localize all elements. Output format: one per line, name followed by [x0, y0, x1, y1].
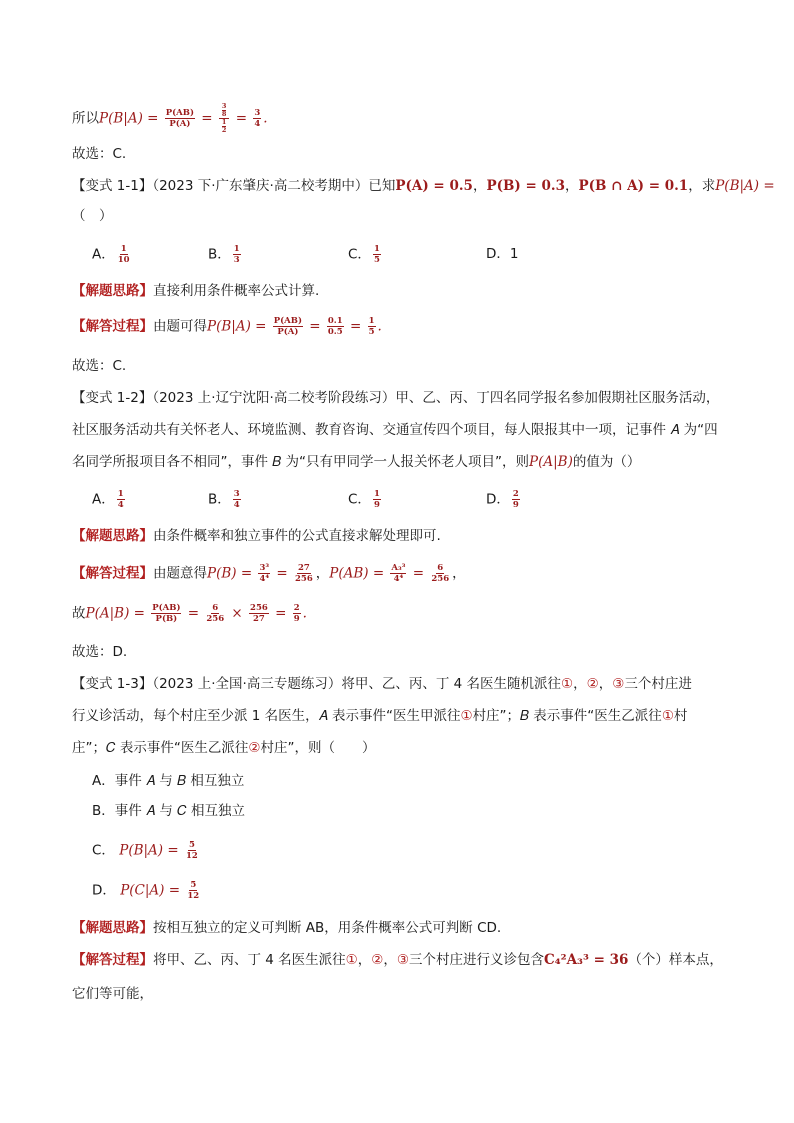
v2-option-a[interactable]: A． $\frac{1}{4}$: [92, 489, 124, 510]
intro-complex-frac: $\frac{\frac{3}{8}}{\frac{1}{2}}$: [219, 103, 230, 134]
process-tag: 【解答过程】: [72, 318, 153, 335]
v3-process: 【解答过程】将甲、乙、丙、丁 4 名医生派往①，②，③三个村庄进行义诊包含C₄²A₃³ = 36（个）样本点，: [72, 952, 723, 968]
v2-option-c[interactable]: C． $\frac{1}{9}$: [348, 489, 380, 510]
answer-line: 故选：C.: [72, 146, 127, 162]
v2-think: 【解题思路】由条件概率和独立事件的公式直接求解处理即可.: [72, 528, 441, 544]
v1-paren: （ ）: [72, 208, 113, 224]
v3-think: 【解题思路】按相互独立的定义可判断 AB，用条件概率公式可判断 CD.: [72, 920, 502, 936]
v2-option-b[interactable]: B． $\frac{3}{4}$: [208, 489, 240, 510]
v3-option-d[interactable]: D． P(C|A) = $\frac{5}{12}$: [92, 880, 200, 901]
v2-option-d[interactable]: D． $\frac{2}{9}$: [486, 489, 519, 510]
v3-question-line3: 庄”；𝐶 表示事件“医生乙派往②村庄”，则（ ）: [72, 740, 376, 756]
intro-expr: P(B|A) =: [99, 110, 159, 127]
v2-process: 【解答过程】由题意得P(B) = $\frac{\text{3³}}{\text{4⁴}}$ = $\frac{27}{256}$ ，P(AB) = $\frac{\text{A₃³}}{\text{4⁴}}$ = $\frac{6}{256}$ ，: [72, 563, 466, 584]
v2-result: 故P(A|B) = $\frac{P(AB)}{P(B)}$ = $\frac{6}{256}$ × $\frac{256}{27}$ = $\frac{2}{9}$ .: [72, 603, 307, 624]
v3-option-c[interactable]: C． P(B|A) = $\frac{5}{12}$: [92, 840, 198, 861]
intro-frac: $\frac{P(AB)}{P(A)}$: [165, 108, 194, 129]
v2-question-line2: 社区服务活动共有关怀老人、环境监测、教育咨询、交通宣传四个项目，每人限报其中一项，记事件 𝐴 为“四: [72, 422, 718, 438]
intro-line: 所以P(B|A) = $\frac{P(AB)}{P(A)}$ = $\frac{\frac{3}{8}}{\frac{1}{2}}$ = $\frac{3}{4}$ .: [72, 102, 268, 134]
v3-heading: 【变式 1-3】: [72, 676, 153, 692]
v3-question-line1: 【变式 1-3】（2023 上·全国·高三专题练习）将甲、乙、丙、丁 4 名医生随机派往①，②，③三个村庄进: [72, 676, 692, 692]
v3-option-a[interactable]: A．事件 𝐴 与 𝐵 相互独立: [92, 773, 245, 789]
v1-process: 【解答过程】由题可得P(B|A) = $\frac{P(AB)}{P(A)}$ = $\frac{0.1}{0.5}$ = $\frac{1}{5}$ .: [72, 316, 382, 337]
v1-heading: 【变式 1-1】: [72, 178, 153, 194]
v2-question-line1: 【变式 1-2】（2023 上·辽宁沈阳·高二校考阶段练习）甲、乙、丙、丁四名同学报名参加假期社区服务活动，: [72, 390, 720, 406]
v2-heading: 【变式 1-2】: [72, 390, 153, 406]
v1-option-d[interactable]: D．1: [486, 246, 519, 262]
v1-question: 【变式 1-1】（2023 下·广东肇庆·高二校考期中）已知P(A) = 0.5，P(B) = 0.3，P(B ∩ A) = 0.1，求P(B|A) =: [72, 178, 775, 194]
v3-question-line2: 行义诊活动，每个村庄至少派 1 名医生，𝐴 表示事件“医生甲派往①村庄”；𝐵 表示事件“医生乙派往①村: [72, 708, 688, 724]
v3-process-line2: 它们等可能，: [72, 986, 153, 1002]
intro-prefix: 所以: [72, 110, 99, 127]
intro-result-frac: $\frac{3}{4}$: [254, 108, 261, 129]
think-tag: 【解题思路】: [72, 283, 153, 299]
v1-option-a[interactable]: A． $\frac{1}{10}$: [92, 244, 130, 265]
v2-answer: 故选：D.: [72, 644, 128, 660]
v1-answer: 故选：C.: [72, 358, 127, 374]
v3-option-b[interactable]: B．事件 𝐴 与 𝐶 相互独立: [92, 803, 245, 819]
v1-option-b[interactable]: B． $\frac{1}{3}$: [208, 244, 240, 265]
v1-option-c[interactable]: C． $\frac{1}{5}$: [348, 244, 380, 265]
v1-think: 【解题思路】直接利用条件概率公式计算.: [72, 283, 320, 299]
v2-question-line3: 名同学所报项目各不相同”，事件 𝐵 为“只有甲同学一人报关怀老人项目”，则P(A|B)的值为（）: [72, 454, 641, 470]
